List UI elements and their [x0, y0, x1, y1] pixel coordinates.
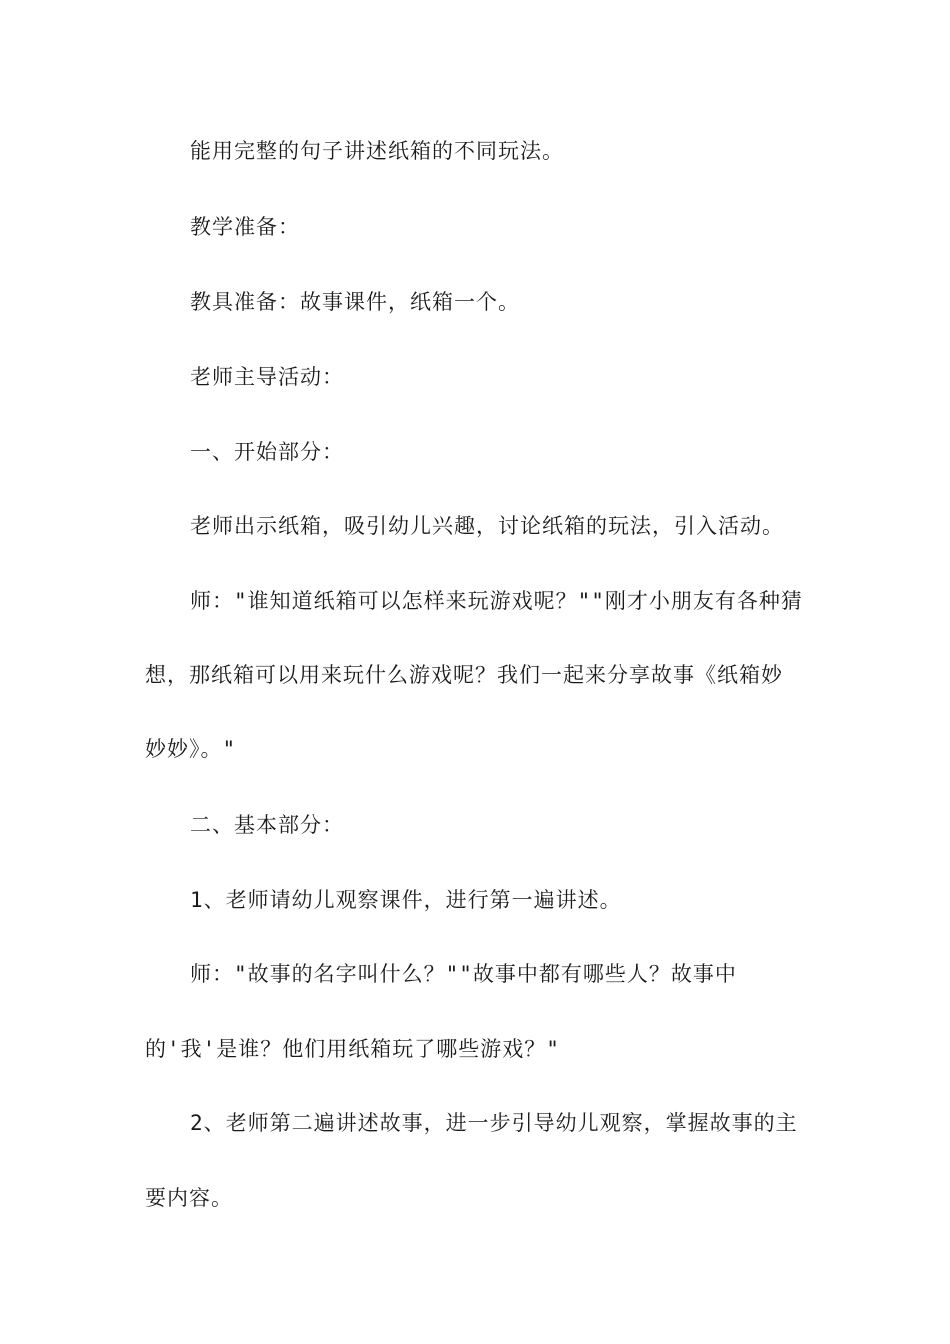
paragraph-line-1: 能用完整的句子讲述纸箱的不同玩法。 [190, 139, 564, 163]
paragraph-line-dialogue-3: 妙妙》。" [145, 737, 237, 761]
paragraph-line-dialogue-1: 师："谁知道纸箱可以怎样来玩游戏呢？""刚才小朋友有各种猜 [190, 589, 803, 613]
paragraph-line-materials: 教具准备：故事课件，纸箱一个。 [190, 290, 520, 314]
section-heading-preparation: 教学准备： [190, 215, 300, 239]
section-heading-teacher-activity: 老师主导活动： [190, 365, 344, 389]
paragraph-line-questions-2: 的'我'是谁？他们用纸箱玩了哪些游戏？" [145, 1037, 560, 1061]
section-heading-part-two: 二、基本部分： [190, 813, 344, 837]
paragraph-line-intro: 老师出示纸箱，吸引幼儿兴趣，讨论纸箱的玩法，引入活动。 [190, 514, 784, 538]
list-item-step-1: 1、老师请幼儿观察课件，进行第一遍讲述。 [190, 888, 622, 912]
paragraph-line-questions-1: 师："故事的名字叫什么？""故事中都有哪些人？故事中 [190, 962, 737, 986]
list-item-step-2-continued: 要内容。 [145, 1186, 233, 1210]
paragraph-line-dialogue-2: 想，那纸箱可以用来玩什么游戏呢？我们一起来分享故事《纸箱妙 [145, 663, 783, 687]
list-item-step-2: 2、老师第二遍讲述故事，进一步引导幼儿观察，掌握故事的主 [190, 1111, 798, 1135]
section-heading-part-one: 一、开始部分： [190, 440, 344, 464]
